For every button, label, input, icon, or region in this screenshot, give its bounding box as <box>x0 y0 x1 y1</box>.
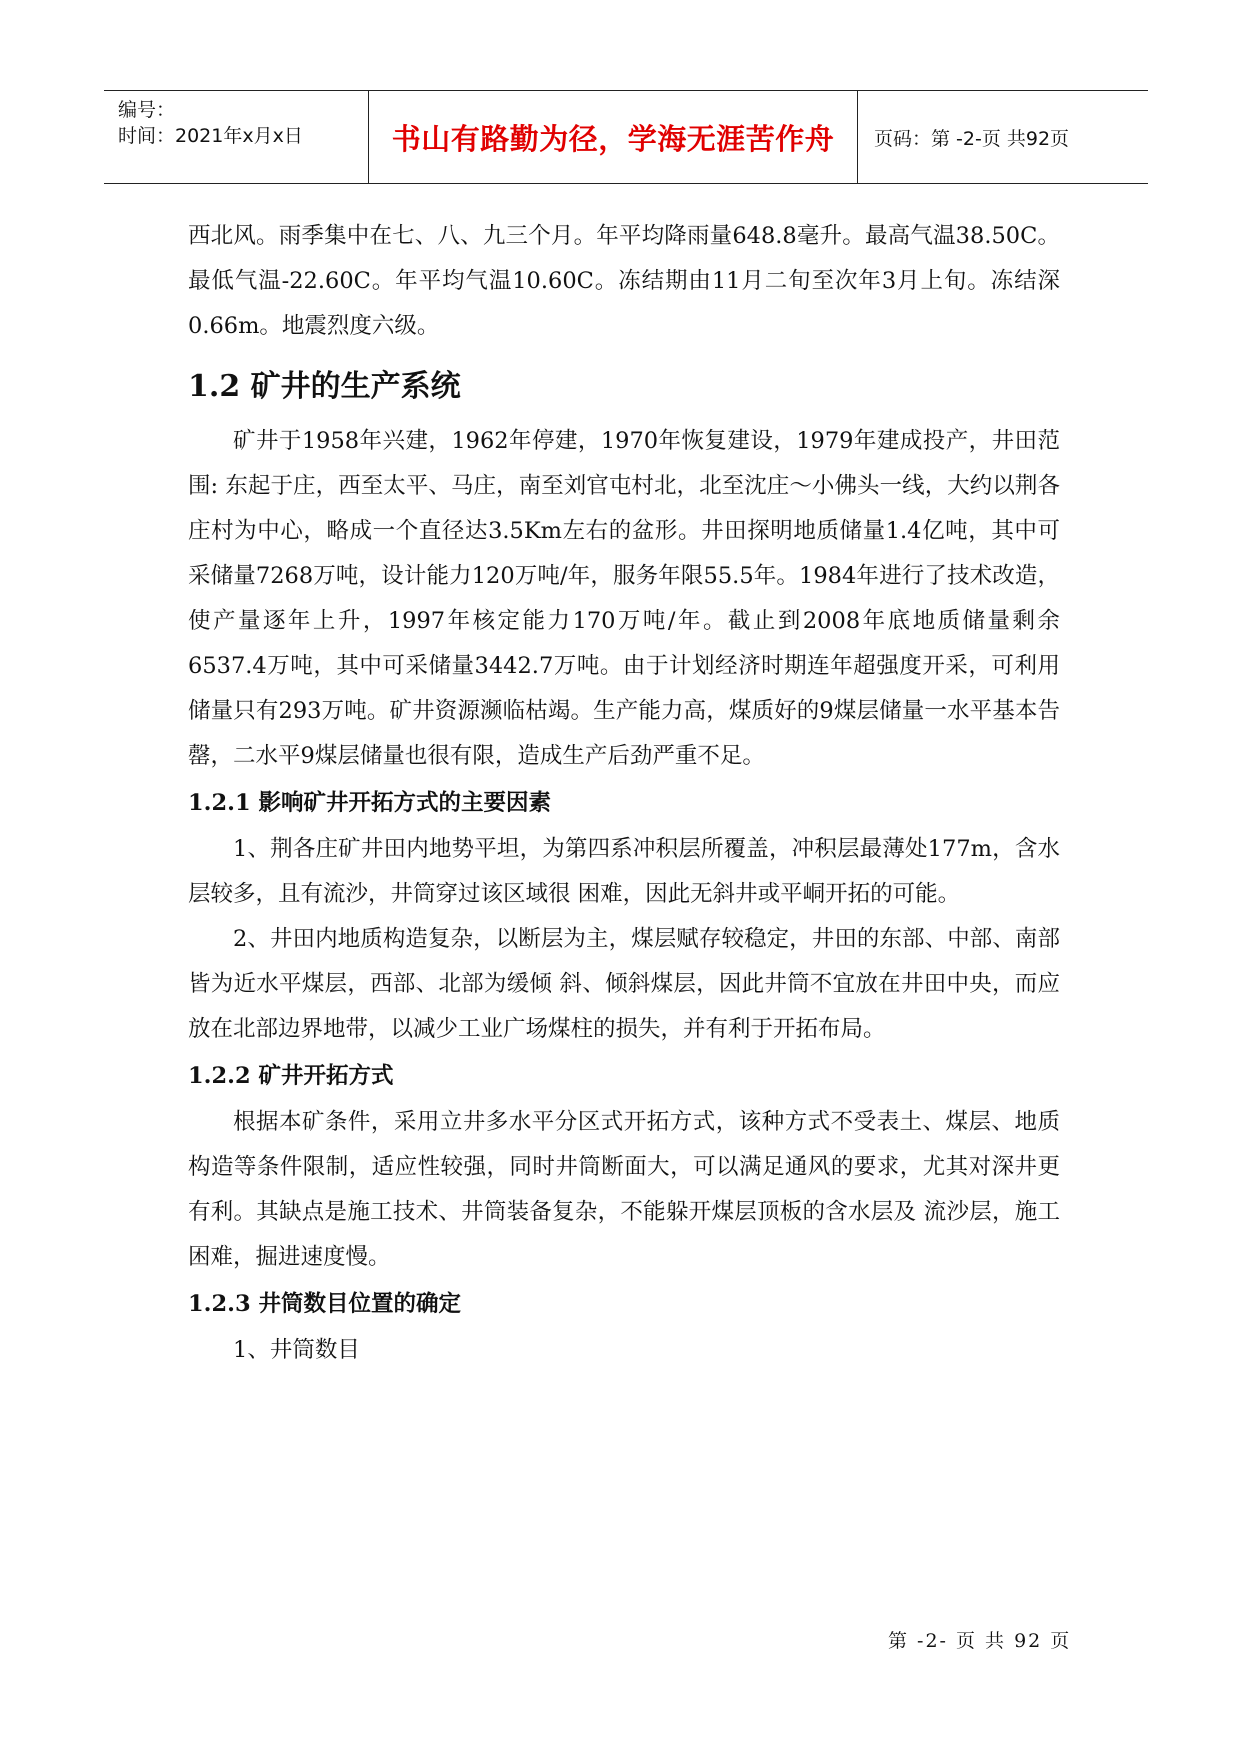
document-number-label: 编号： <box>118 99 176 121</box>
paragraph-development-method: 根据本矿条件，采用立井多水平分区式开拓方式，该种方式不受表土、煤层、地质构造等条件限制，适应性较强，同时井筒断面大，可以满足通风的要求，尤其对深井更有利。其缺点是施工技术、井筒装备复杂，不能躲开煤层顶板的含水层及 流沙层，施工困难，掘进速度慢。 <box>188 1109 1060 1270</box>
header-page-cell <box>858 91 1148 183</box>
document-header <box>104 90 1148 184</box>
page-footer: 第 -2- 页 共 92 页 <box>888 1630 1072 1652</box>
header-meta-cell <box>104 91 368 183</box>
paragraph-shaft-count: 1、井筒数目 <box>233 1337 360 1363</box>
paragraph-factor-2: 2、井田内地质构造复杂，以断层为主，煤层赋存较稳定，井田的东部、中部、南部皆为近水平煤层，西部、北部为缓倾 斜、倾斜煤层，因此井筒不宜放在井田中央，而应放在北部边界地带，以减少工业广场煤柱的损失，并有利于开拓布局。 <box>188 926 1060 1042</box>
section-heading-1-2-3: 1.2.3 井筒数目位置的确定 <box>188 1291 461 1317</box>
paragraph-climate: 西北风。雨季集中在七、八、九三个月。年平均降雨量648.8毫升。最高气温38.50C。最低气温-22.60C。年平均气温10.60C。冻结期由11月二旬至次年3月上旬。冻结深0.66m。地震烈度六级。 <box>188 223 1060 339</box>
paragraph-factor-1: 1、荆各庄矿井田内地势平坦，为第四系冲积层所覆盖，冲积层最薄处177m，含水层较多，且有流沙，井筒穿过该区域很 困难，因此无斜井或平峒开拓的可能。 <box>188 836 1060 907</box>
section-heading-1-2-1: 1.2.1 影响矿井开拓方式的主要因素 <box>188 790 551 816</box>
header-motto-cell <box>368 91 858 183</box>
section-heading-1-2: 1.2 矿井的生产系统 <box>188 369 461 404</box>
section-heading-1-2-2: 1.2.2 矿井开拓方式 <box>188 1063 394 1089</box>
header-motto: 书山有路勤为径，学海无涯苦作舟 <box>391 121 835 156</box>
document-body <box>188 214 1060 1373</box>
header-page-number: 页码：第 -2-页 共92页 <box>874 127 1070 150</box>
paragraph-production-system: 矿井于1958年兴建，1962年停建，1970年恢复建设，1979年建成投产，井田范围: 东起于庄，西至太平、马庄，南至刘官屯村北，北至沈庄～小佛头一线，大约以荆各庄村为中心，略成一个直径达3.5Km左右的盆形。井田探明地质储量1.4亿吨，其中可采储量7268万吨，设计能力120万吨/年，服务年限55.5年。1984年进行了技术改造，使产量逐年上升，1997年核定能力170万吨/年。截止到2008年底地质储量剩余6537.4万吨，其中可采储量3442.7万吨。由于计划经济时期连年超强度开采，可利用储量只有293万吨。矿井资源濒临枯竭。生产能力高，煤质好的9煤层储量一水平基本告罄，二水平9煤层储量也很有限，造成生产后劲严重不足。 <box>188 428 1060 769</box>
document-time-label: 时间：2021年x月x日 <box>118 125 303 147</box>
